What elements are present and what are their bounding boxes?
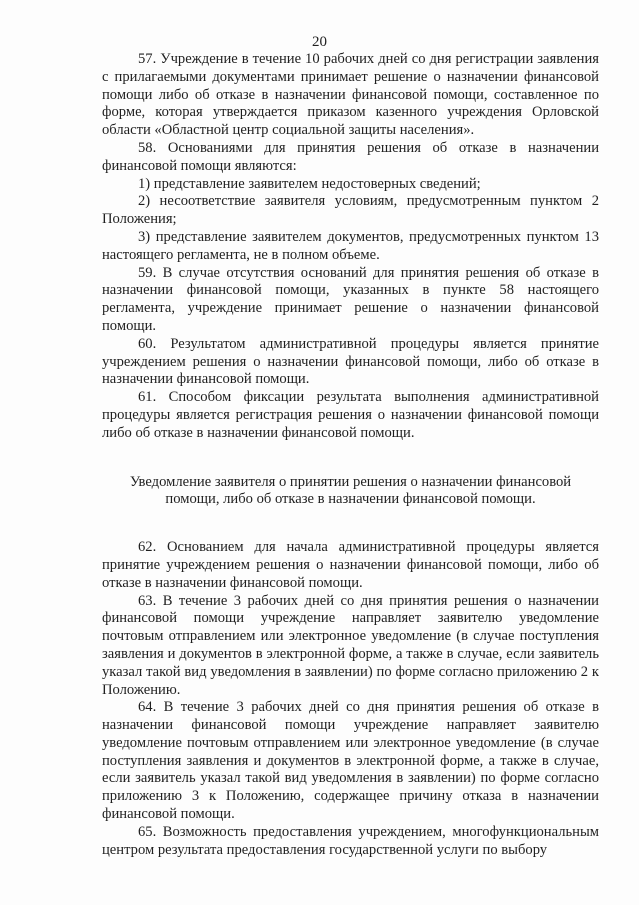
section-heading: Уведомление заявителя о принятии решения о назначении финансовой помощи, либо об отказе в назначении финансовой помощи.: [129, 473, 572, 508]
paragraph-64: 64. В течение 3 рабочих дней со дня принятия решения об отказе в назначении финансовой помощи учреждение направляет заявителю уведомление почтовым отправлением или электронное уведомление (в случае поступления заявления и документов в электронной форме, а также в случае, если заявитель указал такой вид уведомления в заявлении) по форме согласно приложению 3 к Положению, содержащее причину отказа в назначении финансовой помощи.: [102, 699, 599, 823]
paragraph-63: 63. В течение 3 рабочих дней со дня принятия решения о назначении финансовой помощи учреждение направляет заявителю уведомление почтовым отправлением или электронное уведомление (в случае поступления заявления и документов в электронной форме, а также в случае, если заявитель указал такой вид уведомления в заявлении) по форме согласно приложению 2 к Положению.: [102, 592, 599, 698]
paragraph-57: 57. Учреждение в течение 10 рабочих дней со дня регистрации заявления с прилагаемыми документами принимает решение о назначении финансовой помощи либо об отказе в назначении финансовой помощи, составленное по форме, которая утверждается приказом казенного учреждения Орловской области «Областной центр социальной защиты населения».: [102, 51, 599, 139]
paragraph-60: 60. Результатом административной процедуры является принятие учреждением решения о назначении финансовой помощи, либо об отказе в назначении финансовой помощи.: [102, 335, 599, 388]
paragraph-61: 61. Способом фиксации результата выполнения административной процедуры является регистрация решения о назначении финансовой помощи либо об отказе в назначении финансовой помощи.: [102, 389, 599, 441]
document-body: [102, 51, 599, 859]
list-item-2: 2) несоответствие заявителя условиям, предусмотренным пунктом 2 Положения;: [102, 193, 599, 228]
paragraph-65: 65. Возможность предоставления учреждением, многофункциональным центром результата предоставления государственной услуги по выбору: [102, 823, 599, 858]
paragraph-58: 58. Основаниями для принятия решения об отказе в назначении финансовой помощи являются:: [102, 139, 599, 174]
list-item-1: 1) представление заявителем недостоверных сведений;: [138, 175, 481, 192]
page-number: 20: [312, 34, 327, 50]
list-item-3: 3) представление заявителем документов, предусмотренных пунктом 13 настоящего регламента, не в полном объеме.: [102, 228, 599, 263]
paragraph-59: 59. В случае отсутствия оснований для принятия решения об отказе в назначении финансовой помощи, указанных в пункте 58 настоящего регламента, учреждение принимает решение о назначении финансовой помощи.: [102, 264, 599, 334]
paragraph-62: 62. Основанием для начала административной процедуры является принятие учреждением решения о назначении финансовой помощи, либо об отказе в назначении финансовой помощи.: [102, 539, 599, 591]
